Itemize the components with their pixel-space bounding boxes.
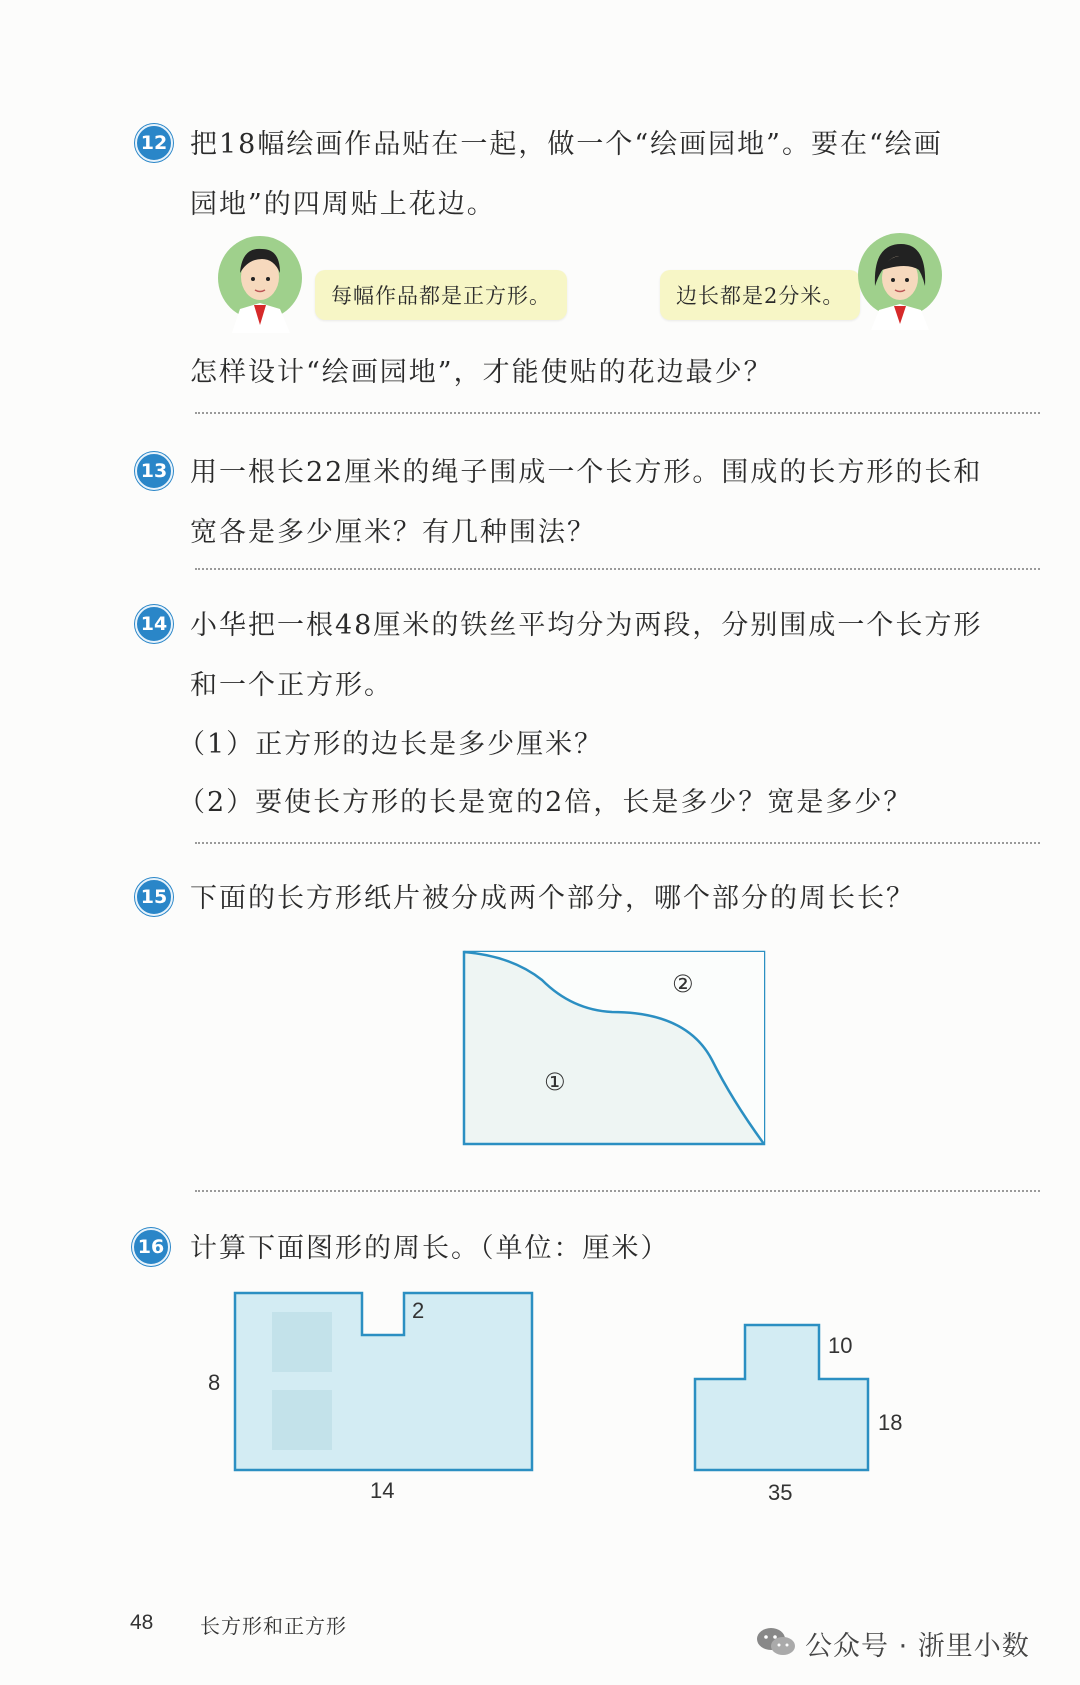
part-1-label: ① bbox=[544, 1068, 566, 1096]
divider bbox=[195, 842, 1040, 844]
figure-1-notched-rectangle bbox=[232, 1290, 536, 1474]
problem-14-badge: 14 bbox=[135, 605, 173, 643]
chapter-title: 长方形和正方形 bbox=[200, 1614, 347, 1638]
problem-16-text: 计算下面图形的周长。（单位：厘米） bbox=[190, 1233, 670, 1264]
divider bbox=[195, 568, 1040, 570]
problem-12-text-line1: 把18幅绘画作品贴在一起，做一个“绘画园地”。要在“绘画 bbox=[190, 129, 943, 160]
figure-1-notch-label: 2 bbox=[412, 1298, 425, 1323]
problem-14-text-line1: 小华把一根48厘米的铁丝平均分为两段，分别围成一个长方形 bbox=[190, 610, 983, 641]
problem-13-badge: 13 bbox=[135, 452, 173, 490]
watermark-text: 公众号 · 浙里小数 bbox=[805, 1631, 1030, 1662]
problem-14-text-line2: 和一个正方形。 bbox=[190, 670, 393, 701]
part-2-label: ② bbox=[672, 970, 694, 998]
problem-15-badge: 15 bbox=[135, 878, 173, 916]
figure-1-width-label: 14 bbox=[370, 1478, 395, 1503]
speech-bubble-right: 边长都是2分米。 bbox=[660, 270, 860, 320]
problem-16-badge: 16 bbox=[132, 1228, 170, 1266]
wechat-icon bbox=[755, 1625, 799, 1659]
problem-14-subquestion-1: （1）正方形的边长是多少厘米？ bbox=[178, 729, 604, 760]
figure-2-width-label: 35 bbox=[768, 1480, 793, 1505]
problem-14-subquestion-2: （2）要使长方形的长是宽的2倍，长是多少？宽是多少？ bbox=[178, 787, 913, 818]
boy-avatar-icon bbox=[218, 233, 308, 333]
problem-15-text: 下面的长方形纸片被分成两个部分，哪个部分的周长长？ bbox=[190, 883, 915, 914]
paper-rectangle-figure bbox=[462, 950, 768, 1146]
figure-2-top-label: 10 bbox=[828, 1333, 853, 1358]
problem-12-question: 怎样设计“绘画园地”，才能使贴的花边最少？ bbox=[190, 357, 773, 388]
divider bbox=[195, 412, 1040, 414]
divider bbox=[195, 1190, 1040, 1192]
girl-avatar-icon bbox=[855, 230, 945, 330]
problem-12-text-line2: 园地”的四周贴上花边。 bbox=[190, 189, 496, 220]
problem-12-badge: 12 bbox=[135, 124, 173, 162]
problem-13-text-line1: 用一根长22厘米的绳子围成一个长方形。围成的长方形的长和 bbox=[190, 457, 983, 488]
speech-bubble-left: 每幅作品都是正方形。 bbox=[315, 270, 567, 320]
figure-2-height-label: 18 bbox=[878, 1410, 903, 1435]
page-number: 48 bbox=[130, 1611, 154, 1634]
figure-1-height-label: 8 bbox=[208, 1370, 221, 1395]
problem-13-text-line2: 宽各是多少厘米？有几种围法？ bbox=[190, 517, 596, 548]
